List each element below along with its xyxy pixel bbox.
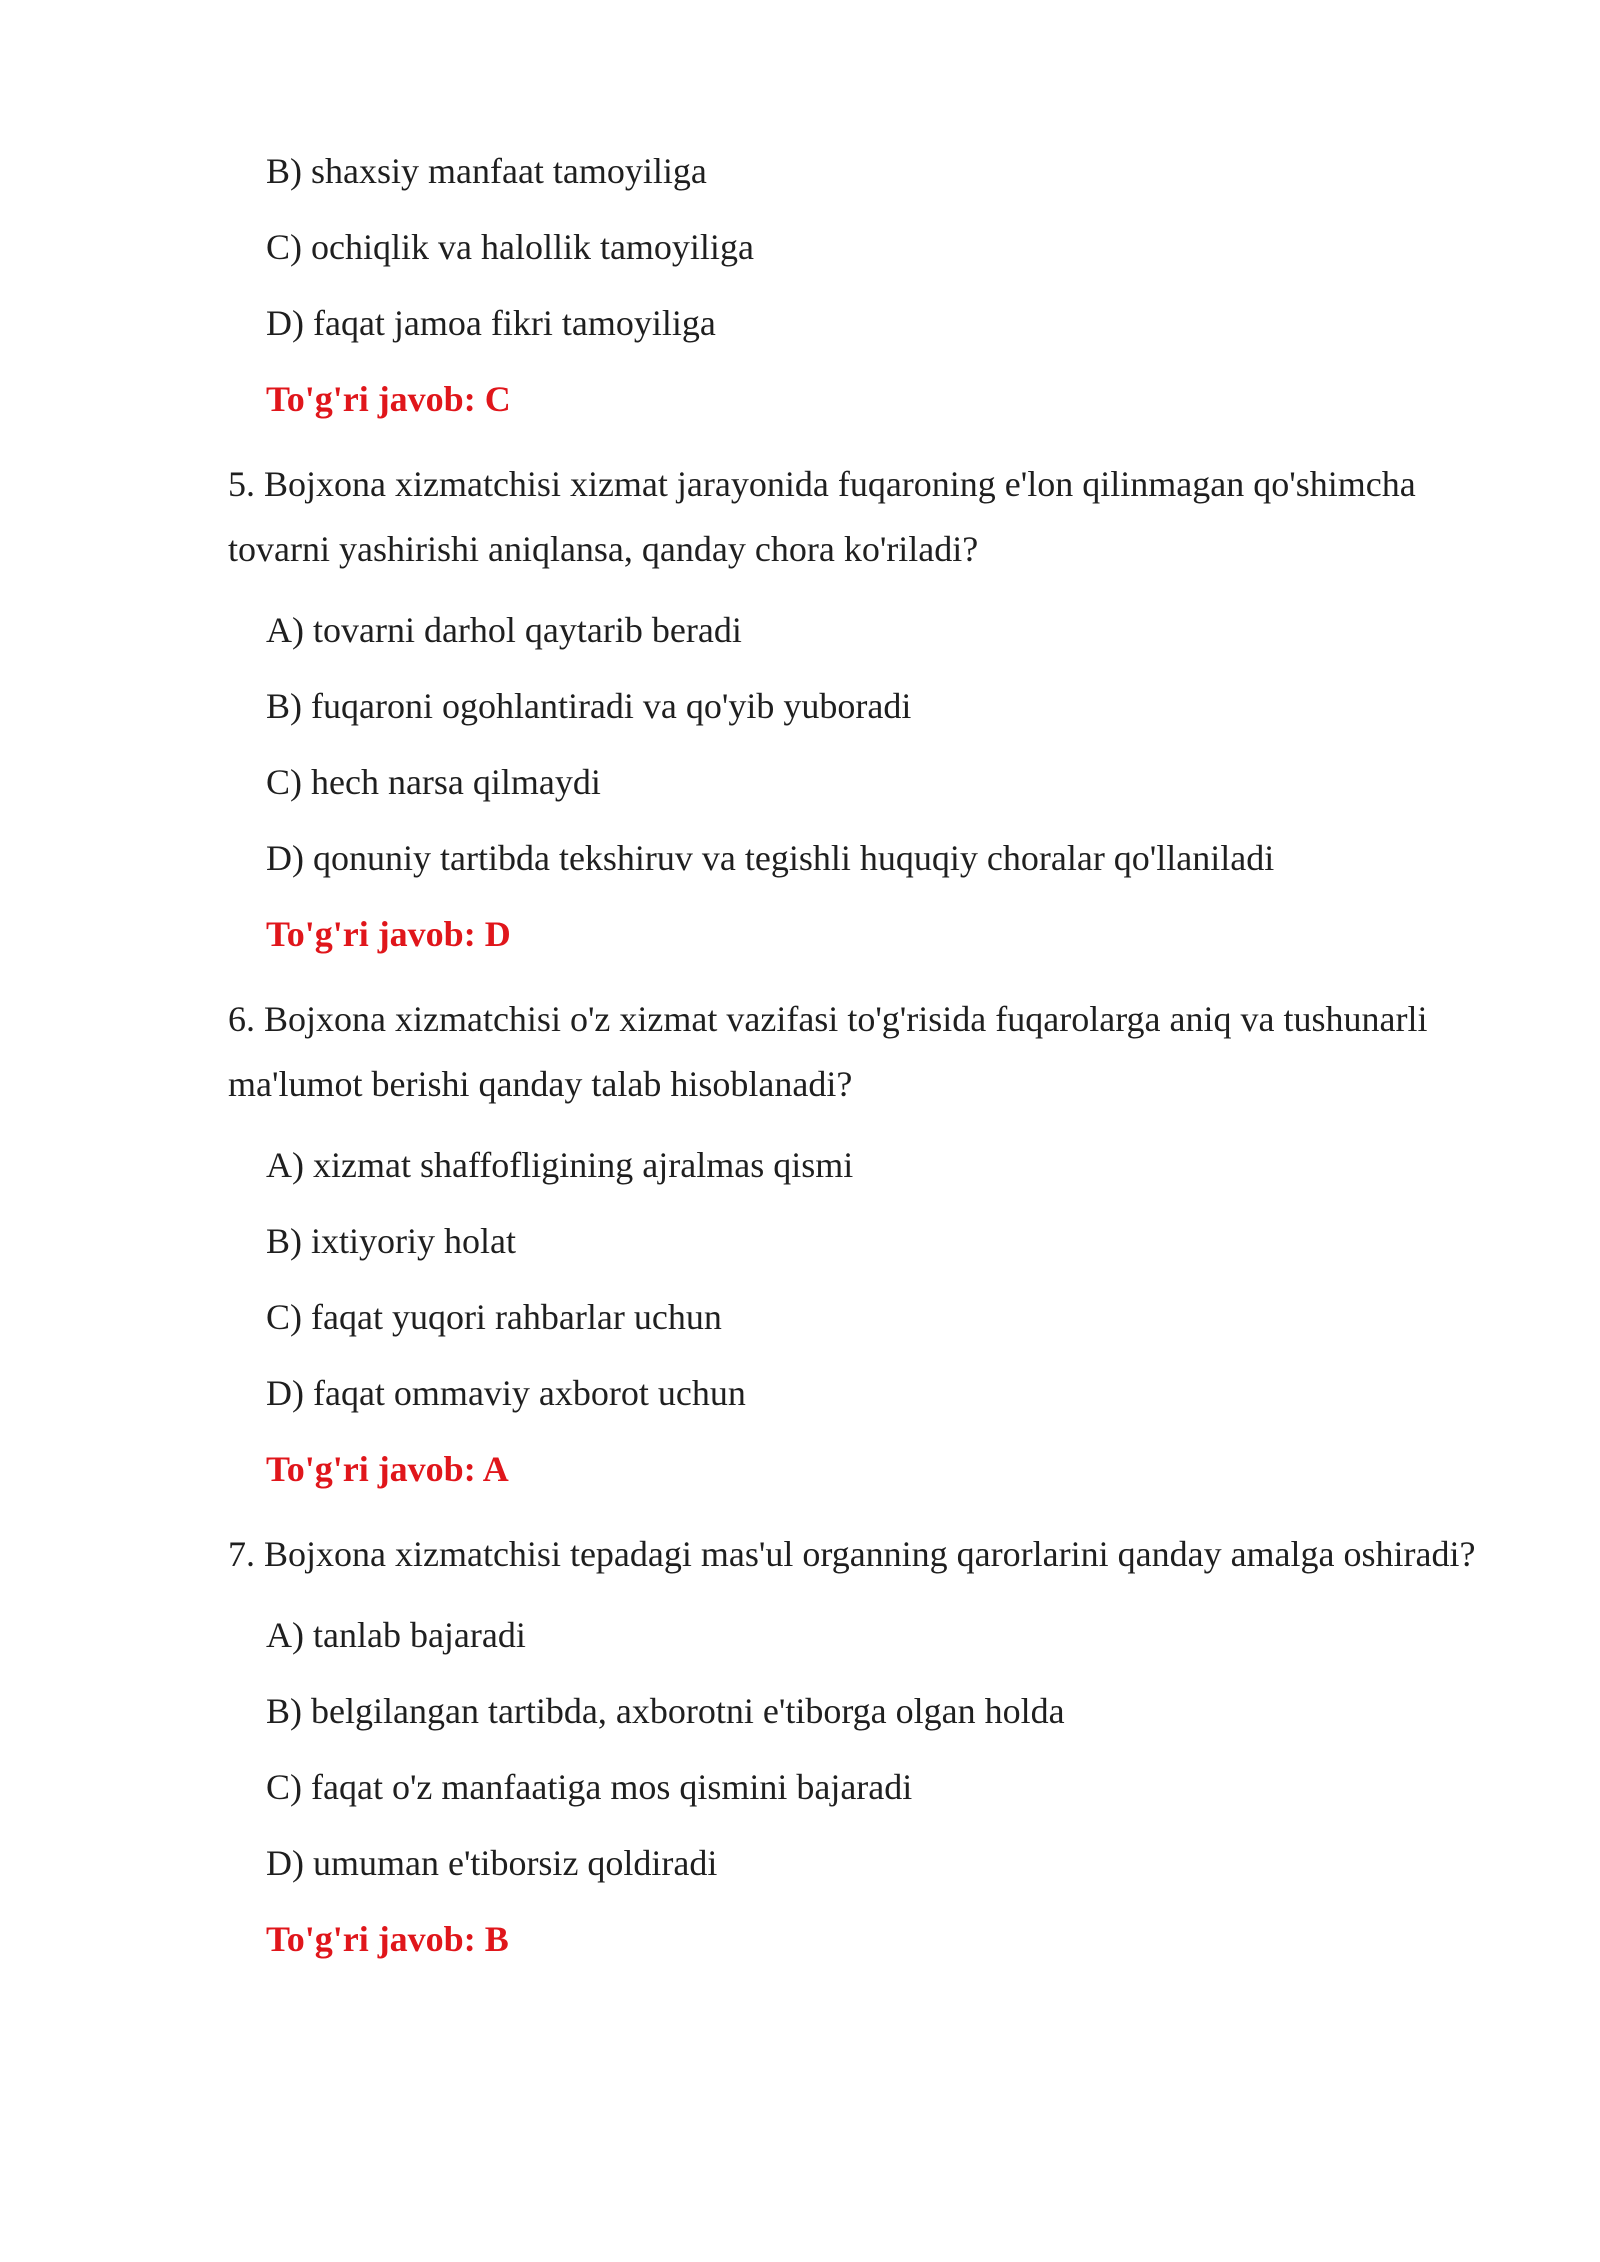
question-6: 6. Bojxona xizmatchisi o'z xizmat vazifasi to'g'risida fuqarolarga aniq va tushunarli ma'lumot berishi qanday talab hisoblanadi? [228, 999, 1428, 1104]
q5-correct-answer: To'g'ri javob: D [266, 914, 511, 954]
q6-option-c: C) faqat yuqori rahbarlar uchun [266, 1297, 722, 1337]
q7-option-d: D) umuman e'tiborsiz qoldiradi [266, 1843, 718, 1883]
q6-option-d: D) faqat ommaviy axborot uchun [266, 1373, 746, 1413]
quiz-content [228, 148, 1488, 1992]
question-5: 5. Bojxona xizmatchisi xizmat jarayonida fuqaroning e'lon qilinmagan qo'shimcha tovarni yashirishi aniqlansa, qanday chora ko'riladi? [228, 464, 1416, 569]
q7-option-c: C) faqat o'z manfaatiga mos qismini bajaradi [266, 1767, 913, 1807]
q6-correct-answer: To'g'ri javob: A [266, 1449, 509, 1489]
q6-option-b: B) ixtiyoriy holat [266, 1221, 516, 1261]
q4-correct-answer: To'g'ri javob: C [266, 379, 511, 419]
q4-option-d: D) faqat jamoa fikri tamoyiliga [266, 303, 716, 343]
q5-option-c: C) hech narsa qilmaydi [266, 762, 601, 802]
q5-option-a: A) tovarni darhol qaytarib beradi [266, 610, 742, 650]
q7-option-b: B) belgilangan tartibda, axborotni e'tiborga olgan holda [266, 1691, 1065, 1731]
q5-option-d: D) qonuniy tartibda tekshiruv va tegishli huquqiy choralar qo'llaniladi [266, 838, 1275, 878]
q7-option-a: A) tanlab bajaradi [266, 1615, 526, 1655]
q4-option-b: B) shaxsiy manfaat tamoyiliga [266, 151, 707, 191]
q6-option-a: A) xizmat shaffofligining ajralmas qismi [266, 1145, 854, 1185]
q7-correct-answer: To'g'ri javob: B [266, 1919, 509, 1959]
q4-option-c: C) ochiqlik va halollik tamoyiliga [266, 227, 754, 267]
question-7: 7. Bojxona xizmatchisi tepadagi mas'ul organning qarorlarini qanday amalga oshiradi? [228, 1534, 1476, 1574]
q5-option-b: B) fuqaroni ogohlantiradi va qo'yib yuboradi [266, 686, 912, 726]
